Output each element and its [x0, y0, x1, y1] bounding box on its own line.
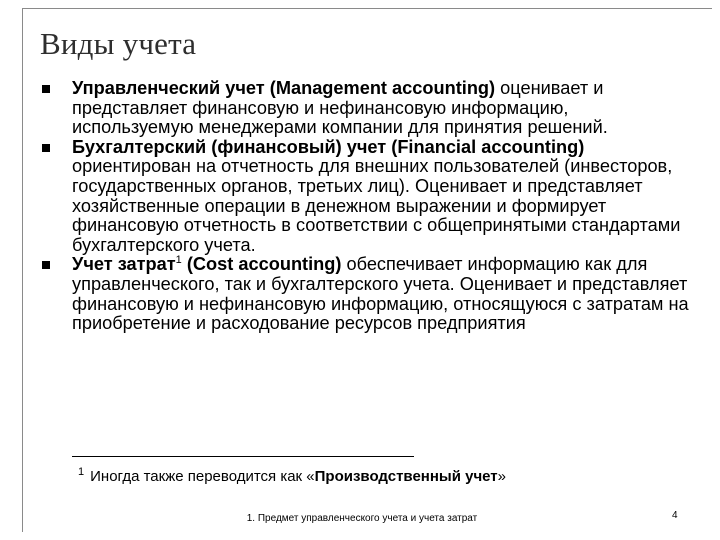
bullet-item-financial — [30, 138, 690, 256]
square-bullet-icon — [42, 85, 50, 93]
footnote-divider — [72, 456, 414, 457]
bullet-text: ориентирован на отчетность для внешних пользователей (инвесторов, государственных органов, третьих лиц). Оценивает и представляет хозяйственные операции в денежном выражении и формирует финансовую отчетность в соответствии с общепринятыми стандартами бухгалтерского учета. — [72, 156, 681, 255]
footnote-text: Иногда также переводится как « — [90, 468, 315, 485]
bullet-text: обеспечивает информацию как для управленческого, так и бухгалтерского учета. Оценивает и представляет финансовую и нефинансовую информацию, относящуюся с затратам на приобретение и расходование ресурсов предприятия — [72, 254, 689, 334]
bullet-term: Бухгалтерский (финансовый) учет (Financial accounting) — [72, 136, 585, 157]
square-bullet-icon — [42, 144, 50, 152]
slide-title: Виды учета — [40, 26, 197, 61]
footnote-bold-text: Производственный учет — [314, 468, 498, 485]
bullet-text: оценивает и представляет финансовую и нефинансовую информацию, используемую менеджерами компании для принятия решений. — [72, 78, 608, 138]
bullet-item-cost — [30, 255, 690, 333]
footnote-ref: 1 — [175, 254, 182, 267]
bullet-term-english: (Cost accounting) — [181, 254, 342, 275]
page-number: 4 — [672, 510, 678, 521]
bullet-term: Управленческий учет (Management accounting) — [72, 78, 496, 98]
footnote — [78, 466, 506, 485]
bullet-term: Учет затрат — [72, 254, 176, 275]
square-bullet-icon — [42, 261, 50, 269]
footnote-mark: 1 — [78, 466, 85, 478]
footnote-text-end: » — [497, 468, 506, 485]
slide-footer: 1. Предмет управленческого учета и учета затрат — [246, 513, 478, 524]
bullet-item-management — [30, 79, 690, 138]
bullet-list — [30, 79, 690, 334]
